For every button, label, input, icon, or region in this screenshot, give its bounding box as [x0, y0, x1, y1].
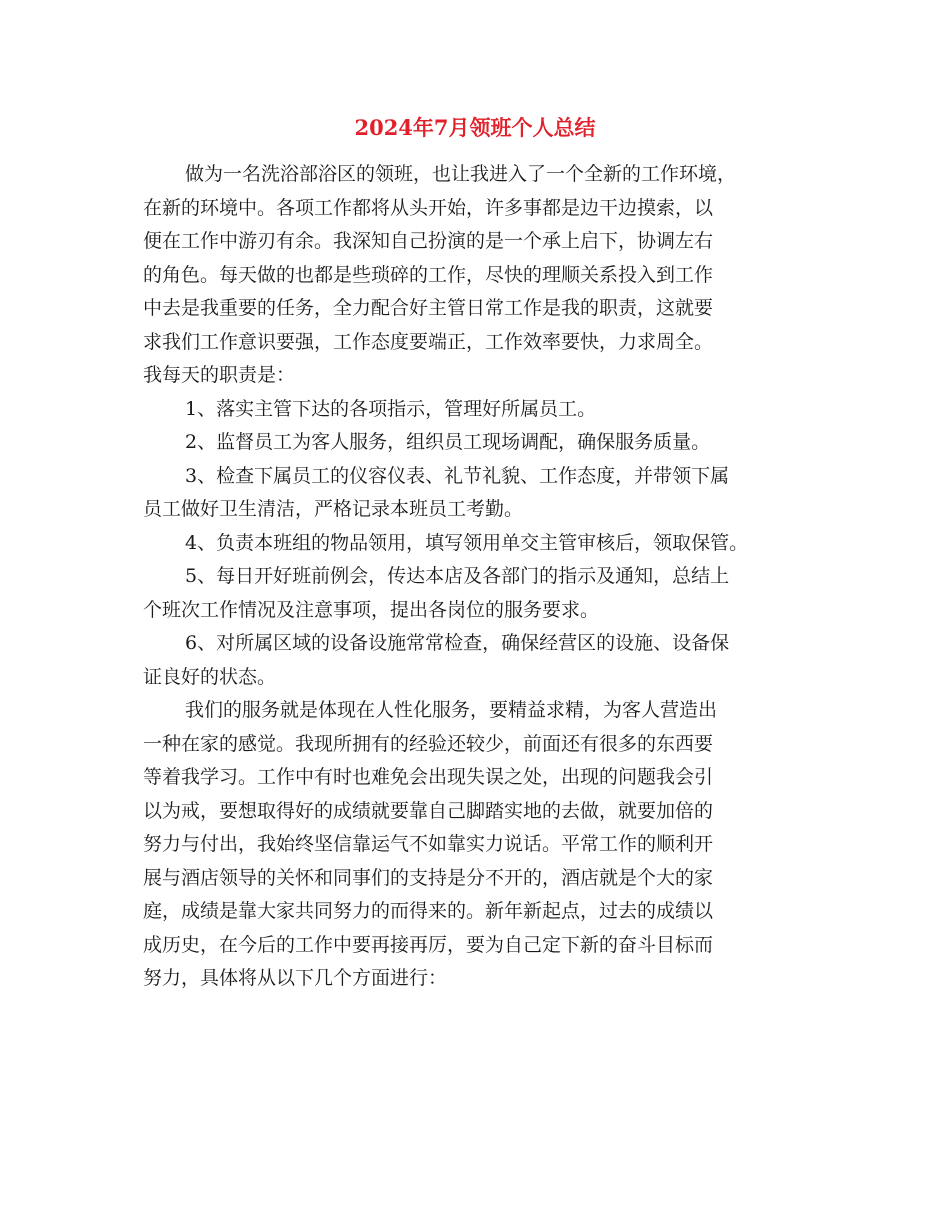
body-text-line: 求我们工作意识要强，工作态度要端正，工作效率要快，力求周全。 [143, 330, 714, 353]
body-text-line: 一种在家的感觉。我现所拥有的经验还较少，前面还有很多的东西要 [143, 732, 714, 755]
body-text-line: 我每天的职责是： [143, 364, 296, 386]
body-text-line: 的角色。每天做的也都是些琐碎的工作，尽快的理顺关系投入到工作 [143, 263, 714, 286]
body-text-line: 4、负责本班组的物品领用，填写领用单交主管审核后，领取保管。 [185, 531, 749, 554]
body-text-line: 等着我学习。工作中有时也难免会出现失误之处，出现的问题我会引 [143, 766, 714, 788]
body-text-line: 我们的服务就是体现在人性化服务，要精益求精，为客人营造出 [185, 699, 718, 721]
body-text-line: 成历史，在今后的工作中要再接再厉，要为自己定下新的奋斗目标而 [143, 933, 714, 956]
body-text-line: 在新的环境中。各项工作都将从头开始，许多事都是边干边摸索，以 [143, 196, 714, 219]
document-body [143, 158, 823, 996]
body-text-line: 员工做好卫生清洁，严格记录本班员工考勤。 [143, 498, 524, 520]
body-text-line: 便在工作中游刃有余。我深知自己扮演的是一个承上启下，协调左右 [143, 230, 714, 252]
body-text-line: 3、检查下属员工的仪容仪表、礼节礼貌、工作态度，并带领下属 [185, 464, 730, 487]
body-text-line: 个班次工作情况及注意事项，提出各岗位的服务要求。 [143, 598, 600, 621]
body-text-line: 5、每日开好班前例会，传达本店及各部门的指示及通知，总结上 [185, 565, 730, 587]
body-text-line: 2、监督员工为客人服务，组织员工现场调配，确保服务质量。 [185, 431, 711, 453]
body-text-line: 1、落实主管下达的各项指示，管理好所属员工。 [185, 397, 597, 420]
body-text-line: 展与酒店领导的关怀和同事们的支持是分不开的，酒店就是个大的家 [143, 866, 714, 889]
body-text-line: 6、对所属区域的设备设施常常检查，确保经营区的设施、设备保 [185, 632, 730, 654]
body-text-line: 努力，具体将从以下几个方面进行： [143, 967, 448, 989]
body-text-line: 庭，成绩是靠大家共同努力的而得来的。新年新起点，过去的成绩以 [143, 900, 714, 922]
body-text-line: 努力与付出，我始终坚信靠运气不如靠实力说话。平常工作的顺利开 [143, 833, 714, 855]
body-text-line: 证良好的状态。 [143, 665, 277, 688]
body-text-line: 做为一名洗浴部浴区的领班，也让我进入了一个全新的工作环境， [185, 163, 737, 185]
document-title: 2024年7月领班个人总结 [354, 115, 596, 140]
body-text-line: 中去是我重要的任务，全力配合好主管日常工作是我的职责，这就要 [143, 297, 714, 319]
body-text-line: 以为戒，要想取得好的成绩就要靠自己脚踏实地的去做，就要加倍的 [143, 799, 714, 822]
